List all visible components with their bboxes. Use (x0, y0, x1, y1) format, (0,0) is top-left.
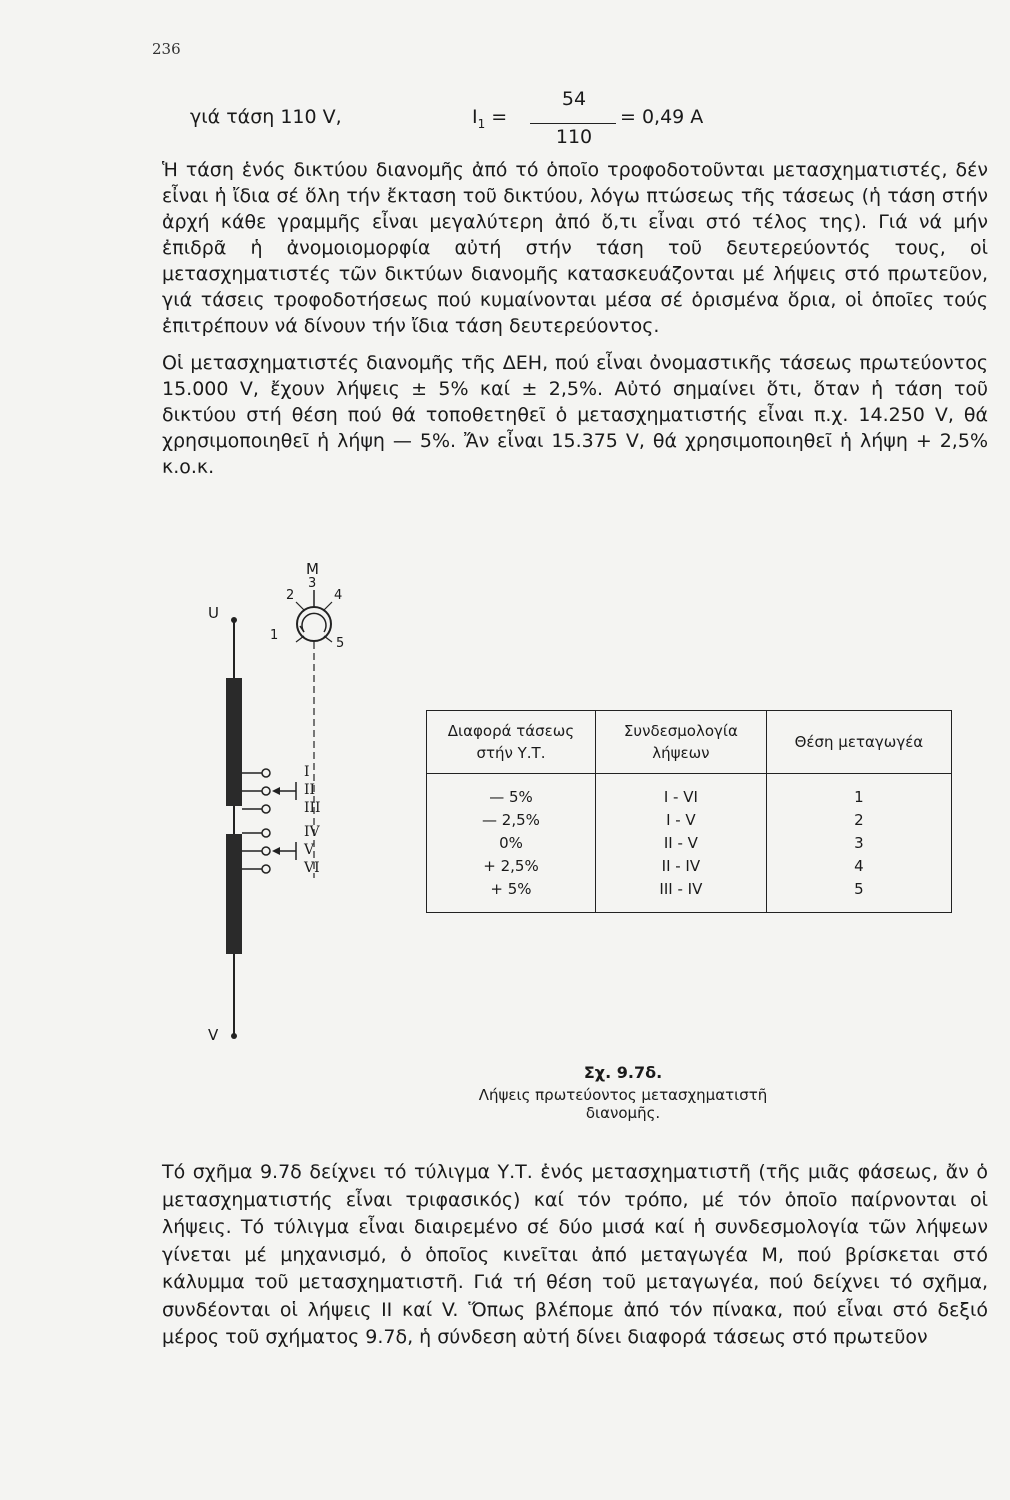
switch-position-3: 3 (308, 576, 317, 591)
fraction-bar (530, 123, 616, 124)
cell-position: 5 (854, 879, 864, 898)
lower-coil (226, 834, 242, 954)
terminal-v-dot (231, 1033, 237, 1039)
difference-column (427, 774, 596, 913)
current-formula (190, 88, 750, 148)
cell-position: 1 (854, 787, 864, 806)
contact-arrowhead-v (272, 847, 280, 855)
tap-label-vi: VI (304, 860, 320, 876)
cell-connection: I - VI (663, 787, 698, 806)
switch-position-1: 1 (270, 628, 279, 643)
cell-position: 4 (854, 856, 864, 875)
paragraph-voltage-drop: Ἡ τάση ἑνός δικτύου διανομῆς ἀπό τό ὁποῖο τροφοδοτοῦνται μετασχηματιστές, δέν εἶναι ἡ ἴδια σέ ὅλη τήν ἔκταση τοῦ δικτύου, λόγω πτώσεως τῆς τάσεως (ἡ τάση στήν ἀρχή κάθε γραμμῆς εἶναι μεγαλύτερη ἀπό ὅ,τι εἶναι στό τέλος της). Γιά νά μήν ἐπιδρᾶ ἡ ἀνομοιομορφία αὐτή στήν τάση τοῦ δευτερεύοντός τους, οἱ μετασχηματιστές τῶν δικτύων διανομῆς κατασκευάζονται μέ λήψεις στό πρωτεῦον, γιά τάσεις τροφοδοτήσεως πού κυμαίνονται μέσα σέ ὁρισμένα ὅρια, οἱ ὁποῖες τούς ἐπιτρέπουν νά δίνουν τήν ἴδια τάση δευτερεύοντος. (162, 159, 988, 337)
tap-label-v: V (304, 842, 315, 858)
connection-column (595, 774, 766, 913)
tap-label-i: I (304, 764, 310, 780)
cell-difference: — 5% (489, 787, 533, 806)
cell-connection: II - IV (661, 856, 701, 875)
paragraph-dei-taps: Οἱ μετασχηματιστές διανομῆς τῆς ΔΕΗ, πού εἶναι ὀνομαστικῆς τάσεως πρωτεύοντος 15.000 V, ἔχουν λήψεις ± 5% καί ± 2,5%. Αὐτό σημαίνει ὅτι, ὅταν ἡ τάση τοῦ δικτύου στή θέση πού θά τοποθετηθεῖ ὁ μετασχηματιστής εἶναι π.χ. 14.250 V, θά χρησιμοποιηθεῖ ἡ λήψη — 5%. Ἄν εἶναι 15.375 V, θά χρησιμοποιηθεῖ ἡ λήψη + 2,5% κ.ο.κ. (162, 352, 988, 478)
tap-changer-diagram (196, 560, 356, 1080)
header-switch-position: Θέση μεταγωγέα (766, 711, 951, 774)
terminal-u-dot (231, 617, 237, 623)
terminal-label-u: U (208, 604, 219, 622)
formula-result: = 0,49 A (620, 106, 704, 128)
cell-difference: + 2,5% (483, 856, 539, 875)
cell-difference: + 5% (490, 879, 532, 898)
figure-number: Σχ. 9.7δ. (583, 1063, 663, 1082)
switch-tick-5 (324, 636, 332, 642)
switch-position-2: 2 (286, 588, 295, 603)
header-voltage-difference: Διαφορά τάσεως στήν Υ.Τ. (427, 711, 596, 774)
switch-arc (302, 613, 326, 632)
formula-denominator: 110 (555, 126, 593, 148)
cell-connection: I - V (666, 810, 696, 829)
cell-position: 3 (854, 833, 864, 852)
switch-tick-1 (296, 636, 304, 642)
position-column (766, 774, 951, 913)
upper-coil (226, 678, 242, 806)
table-header-row (427, 711, 952, 774)
switch-position-4: 4 (334, 588, 343, 603)
tap-label-ii: II (304, 782, 316, 798)
switch-tick-2 (296, 602, 304, 610)
figure-title: Λήψεις πρωτεύοντος μετασχηματιστῆ διανομῆς. (478, 1086, 768, 1122)
cell-difference: 0% (499, 833, 523, 852)
formula-numerator: 54 (561, 88, 587, 110)
figure-caption (478, 1063, 768, 1122)
header-tap-connection: Συνδεσμολογία λήψεων (595, 711, 766, 774)
tap-label-iii: III (304, 800, 321, 816)
formula-lead: γιά τάση 110 V, (190, 106, 342, 128)
formula-variable: $I_1$ = (472, 106, 508, 131)
switch-label-m: M (306, 560, 319, 578)
paragraph-figure-explanation: Τό σχῆμα 9.7δ δείχνει τό τύλιγμα Υ.Τ. ἑνός μετασχηματιστῆ (τῆς μιᾶς φάσεως, ἄν ὁ μετασχηματιστής εἶναι τριφασικός) καί τόν τρόπο, μέ τόν ὁποῖο παίρνονται οἱ λήψεις. Τό τύλιγμα εἶναι διαιρεμένο σέ δύο μισά καί ἡ συνδεσμολογία τῶν λήψεων γίνεται μέ μηχανισμό, ὁ ὁποῖος κινεῖται ἀπό μεταγωγέα Μ, πού βρίσκεται στό κάλυμμα τοῦ μετασχηματιστῆ. Γιά τή θέση τοῦ μεταγωγέα, πού δείχνει τό σχῆμα, συνδέονται οἱ λήψεις II καί V. Ὅπως βλέπομε ἀπό τόν πίνακα, πού εἶναι στό δεξιό μέρος τοῦ σχήματος 9.7δ, ἡ σύνδεση αὐτή δίνει διαφορά τάσεως στό πρωτεῦον (162, 1161, 988, 1348)
switch-position-5: 5 (336, 636, 345, 651)
cell-connection: II - V (663, 833, 698, 852)
tap-connectors (242, 769, 270, 873)
cell-difference: — 2,5% (482, 810, 540, 829)
terminal-label-v: V (208, 1026, 219, 1044)
page-number: 236 (152, 40, 181, 58)
cell-connection: III - IV (659, 879, 703, 898)
table-row (427, 774, 952, 913)
tap-positions-table (426, 710, 952, 913)
contact-arrowhead-ii (272, 787, 280, 795)
tap-label-iv: IV (304, 824, 320, 840)
switch-tick-4 (324, 602, 332, 610)
cell-position: 2 (854, 810, 864, 829)
